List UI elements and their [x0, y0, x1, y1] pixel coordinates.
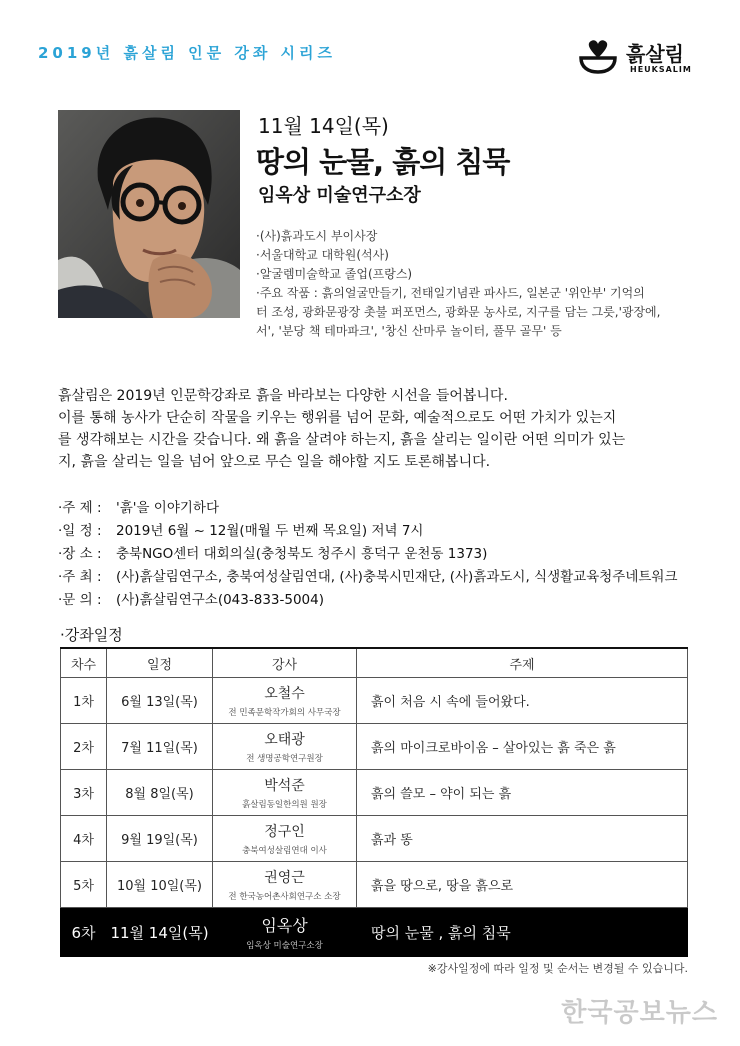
table-row [61, 862, 688, 908]
info-row-schedule [58, 520, 698, 543]
series-title: 2019년 흙살림 인문 강좌 시리즈 [38, 44, 337, 62]
lecture-title: 땅의 눈물, 흙의 침묵 [256, 145, 510, 179]
date-cell: 7월 11일(목) [107, 724, 213, 770]
lecturer-cell [213, 908, 357, 957]
lecturer-name: 정구인 [264, 824, 305, 840]
lecturer-role: 전 생명공학연구원장 [246, 754, 323, 764]
info-label: ·장 소 : [58, 546, 102, 562]
bio-line: ·서울대학교 대학원(석사) [256, 248, 389, 262]
topic-cell: 흙의 쓸모 – 약이 되는 흙 [357, 770, 688, 816]
lecture-date: 11월 14일(목) [258, 114, 389, 138]
column-header: 주제 [357, 648, 688, 678]
intro-line: 이를 통해 농사가 단순히 작물을 키우는 행위를 넘어 문화, 예술적으로도 어떤 가치가 있는지 [58, 410, 617, 426]
bio-line: ·(사)흙과도시 부이사장 [256, 229, 378, 243]
intro-paragraph [58, 385, 688, 473]
lecturer-cell [213, 770, 357, 816]
info-label: ·주 최 : [58, 569, 102, 585]
schedule-table [60, 647, 688, 957]
round-cell: 6차 [61, 908, 107, 957]
lecturer-cell [213, 816, 357, 862]
lecturer-role: 충북여성살림연대 이사 [242, 846, 327, 856]
info-value: (사)흙살림연구소(043-833-5004) [116, 592, 324, 608]
bio-line: 서', '분당 책 테마파크', '창신 산마루 놀이터, 풀무 골무' 등 [256, 324, 562, 338]
heart-bowl-logo-icon [578, 36, 618, 76]
info-row-topic [58, 497, 698, 520]
watermark: 한국공보뉴스 [561, 998, 718, 1028]
table-header-row [61, 648, 688, 678]
info-value: '흙'을 이야기하다 [116, 500, 220, 516]
info-label: ·문 의 : [58, 592, 102, 608]
date-cell: 10월 10일(목) [107, 862, 213, 908]
round-cell: 4차 [61, 816, 107, 862]
portrait-illustration [58, 110, 240, 318]
intro-line: 지, 흙을 살리는 일을 넘어 앞으로 무슨 일을 해야할 지도 토론해봅니다. [58, 454, 491, 470]
bio-line: 터 조성, 광화문광장 촛불 퍼포먼스, 광화문 농사로, 지구를 담는 그릇,'광장에, [256, 305, 661, 319]
topic-cell: 흙을 땅으로, 땅을 흙으로 [357, 862, 688, 908]
schedule-note: ※강사일정에 따라 일정 및 순서는 변경될 수 있습니다. [427, 962, 688, 975]
info-label: ·일 정 : [58, 523, 102, 539]
lecturer-cell [213, 862, 357, 908]
lecturer-name: 권영근 [264, 870, 305, 886]
lecturer-name: 오철수 [264, 686, 305, 702]
schedule-heading: ·강좌일정 [60, 626, 123, 644]
round-cell: 3차 [61, 770, 107, 816]
intro-line: 를 생각해보는 시간을 갖습니다. 왜 흙을 살려야 하는지, 흙을 살리는 일이란 어떤 의미가 있는 [58, 432, 626, 448]
speaker-bio [256, 227, 716, 341]
event-info [58, 497, 698, 612]
lecturer-name: 오태광 [264, 732, 305, 748]
round-cell: 1차 [61, 678, 107, 724]
table-row-highlighted [61, 908, 688, 957]
lecturer-name: 임옥상 [261, 916, 308, 935]
bio-line: ·알굴렘미술학교 졸업(프랑스) [256, 267, 413, 281]
round-cell: 5차 [61, 862, 107, 908]
info-row-venue [58, 543, 698, 566]
lecturer-role: 흙살림동일한의원 원장 [242, 800, 327, 810]
info-row-host [58, 566, 698, 589]
table-row [61, 724, 688, 770]
logo-korean-text: 흙살림 [626, 42, 684, 66]
column-header: 강사 [213, 648, 357, 678]
info-value: 2019년 6월 ~ 12월(매월 두 번째 목요일) 저녁 7시 [116, 523, 424, 539]
topic-cell: 흙과 똥 [357, 816, 688, 862]
topic-cell: 땅의 눈물 , 흙의 침묵 [357, 908, 688, 957]
table-row [61, 678, 688, 724]
table-row [61, 816, 688, 862]
lecturer-cell [213, 724, 357, 770]
date-cell: 8월 8일(목) [107, 770, 213, 816]
round-cell: 2차 [61, 724, 107, 770]
lecturer-role: 임옥상 미술연구소장 [246, 941, 323, 951]
table-row [61, 770, 688, 816]
info-row-contact [58, 589, 698, 612]
speaker-portrait [58, 110, 240, 318]
bio-line: ·주요 작품 : 흙의얼굴만들기, 전태일기념관 파사드, 일본군 '위안부' 기억의 [256, 286, 645, 300]
speaker-name: 임옥상 미술연구소장 [258, 185, 421, 206]
date-cell: 6월 13일(목) [107, 678, 213, 724]
date-cell: 9월 19일(목) [107, 816, 213, 862]
lecturer-cell [213, 678, 357, 724]
heuksalim-logo [578, 36, 708, 80]
info-label: ·주 제 : [58, 500, 102, 516]
logo-english-text: HEUKSALIM [630, 65, 692, 74]
topic-cell: 흙의 마이크로바이옴 – 살아있는 흙 죽은 흙 [357, 724, 688, 770]
lecturer-role: 전 민족문학작가회의 사무국장 [228, 708, 341, 718]
topic-cell: 흙이 처음 시 속에 들어왔다. [357, 678, 688, 724]
lecturer-role: 전 한국농어촌사회연구소 소장 [228, 892, 341, 902]
column-header: 일정 [107, 648, 213, 678]
date-cell: 11월 14일(목) [107, 908, 213, 957]
info-value: (사)흙살림연구소, 충북여성살림연대, (사)충북시민재단, (사)흙과도시, 식생활교육청주네트워크 [116, 569, 678, 585]
lecturer-name: 박석준 [264, 778, 305, 794]
column-header: 차수 [61, 648, 107, 678]
intro-line: 흙살림은 2019년 인문학강좌로 흙을 바라보는 다양한 시선을 들어봅니다. [58, 388, 508, 404]
info-value: 충북NGO센터 대회의실(충청북도 청주시 흥덕구 운천동 1373) [116, 546, 488, 562]
